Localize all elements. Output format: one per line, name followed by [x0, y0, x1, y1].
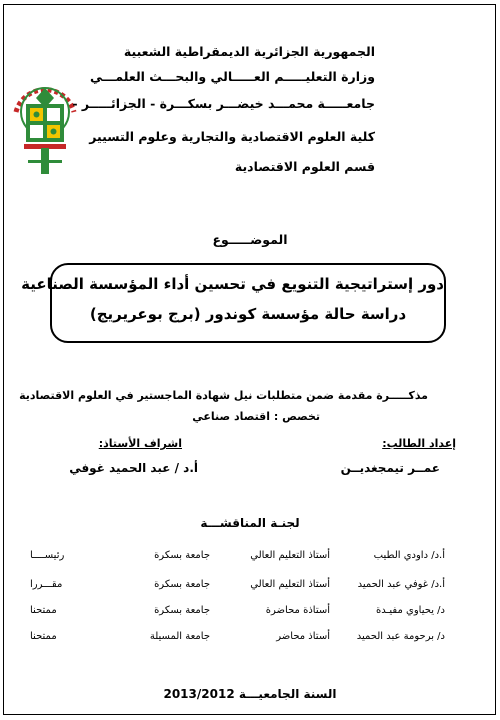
jury-member-rank: أستاذ التعليم العالي: [250, 579, 330, 590]
jury-member-row: [0, 550, 500, 566]
university-name: جامعـــــة محمـــد خيضـــر بسكـــرة - الجزائـــــر -: [72, 96, 375, 111]
jury-member-university: جامعة بسكرة: [154, 550, 210, 561]
thesis-title: دور إستراتيجية التنويع في تحسين أداء المؤسسة الصناعية: [21, 275, 444, 293]
academic-year: السنة الجامعيـــة 2013/2012: [163, 687, 337, 701]
student-name: عمــر تيمجغديــن: [340, 461, 440, 475]
faculty-name: كلية العلوم الاقتصادية والتجارية وعلوم التسيير: [89, 129, 375, 144]
memo-description: مذكـــــرة مقدمة ضمن متطلبات نيل شهادة الماجستير في العلوم الاقتصادية: [19, 389, 428, 402]
jury-member-rank: أستاذة محاضرة: [265, 605, 330, 616]
jury-member-role: ممتحنا: [30, 605, 57, 616]
jury-member-name: أ.د/ غوفي عبد الحميد: [357, 579, 445, 590]
thesis-title-box: [21, 263, 446, 343]
department-name: قسم العلوم الاقتصادية: [234, 159, 375, 174]
supervisor-label: اشراف الأستاذ:: [98, 437, 182, 450]
jury-title: لجنـة المناقشـــة: [200, 516, 300, 530]
jury-member-rank: أستاذ التعليم العالي: [250, 550, 330, 561]
jury-member-name: د/ برحومة عبد الحميد: [356, 631, 445, 642]
ministry-name: وزارة التعليـــــم العـــــالي والبحـــث العلمـــي: [89, 69, 375, 84]
jury-member-role: رئيســــا: [30, 550, 65, 561]
jury-member-rank: أستاذ محاضر: [276, 631, 330, 642]
jury-member-university: جامعة بسكرة: [154, 579, 210, 590]
jury-member-name: د/ يحياوي مفيـدة: [376, 605, 445, 616]
jury-member-university: جامعة بسكرة: [154, 605, 210, 616]
republic-name: الجمهورية الجزائرية الديمقراطية الشعبية: [123, 44, 375, 59]
jury-member-row: [0, 579, 500, 595]
jury-member-row: [0, 605, 500, 621]
jury-member-university: جامعة المسيلة: [149, 631, 210, 642]
jury-member-role: مقـــررا: [30, 579, 63, 590]
specialization: تخصص : اقتصاد صناعي: [192, 410, 320, 423]
university-logo-icon: [8, 48, 82, 178]
jury-member-row: [0, 631, 500, 647]
jury-member-role: ممتحنا: [30, 631, 57, 642]
thesis-subtitle: دراسة حالة مؤسسة كوندور (برج بوعريريج): [89, 305, 407, 323]
jury-member-name: أ.د/ داودي الطيب: [373, 550, 445, 561]
subject-heading: الموضـــــوع: [212, 232, 288, 247]
supervisor-name: أ.د / عبد الحميد غوفي: [69, 461, 198, 475]
student-label: إعداد الطالب:: [382, 437, 456, 450]
